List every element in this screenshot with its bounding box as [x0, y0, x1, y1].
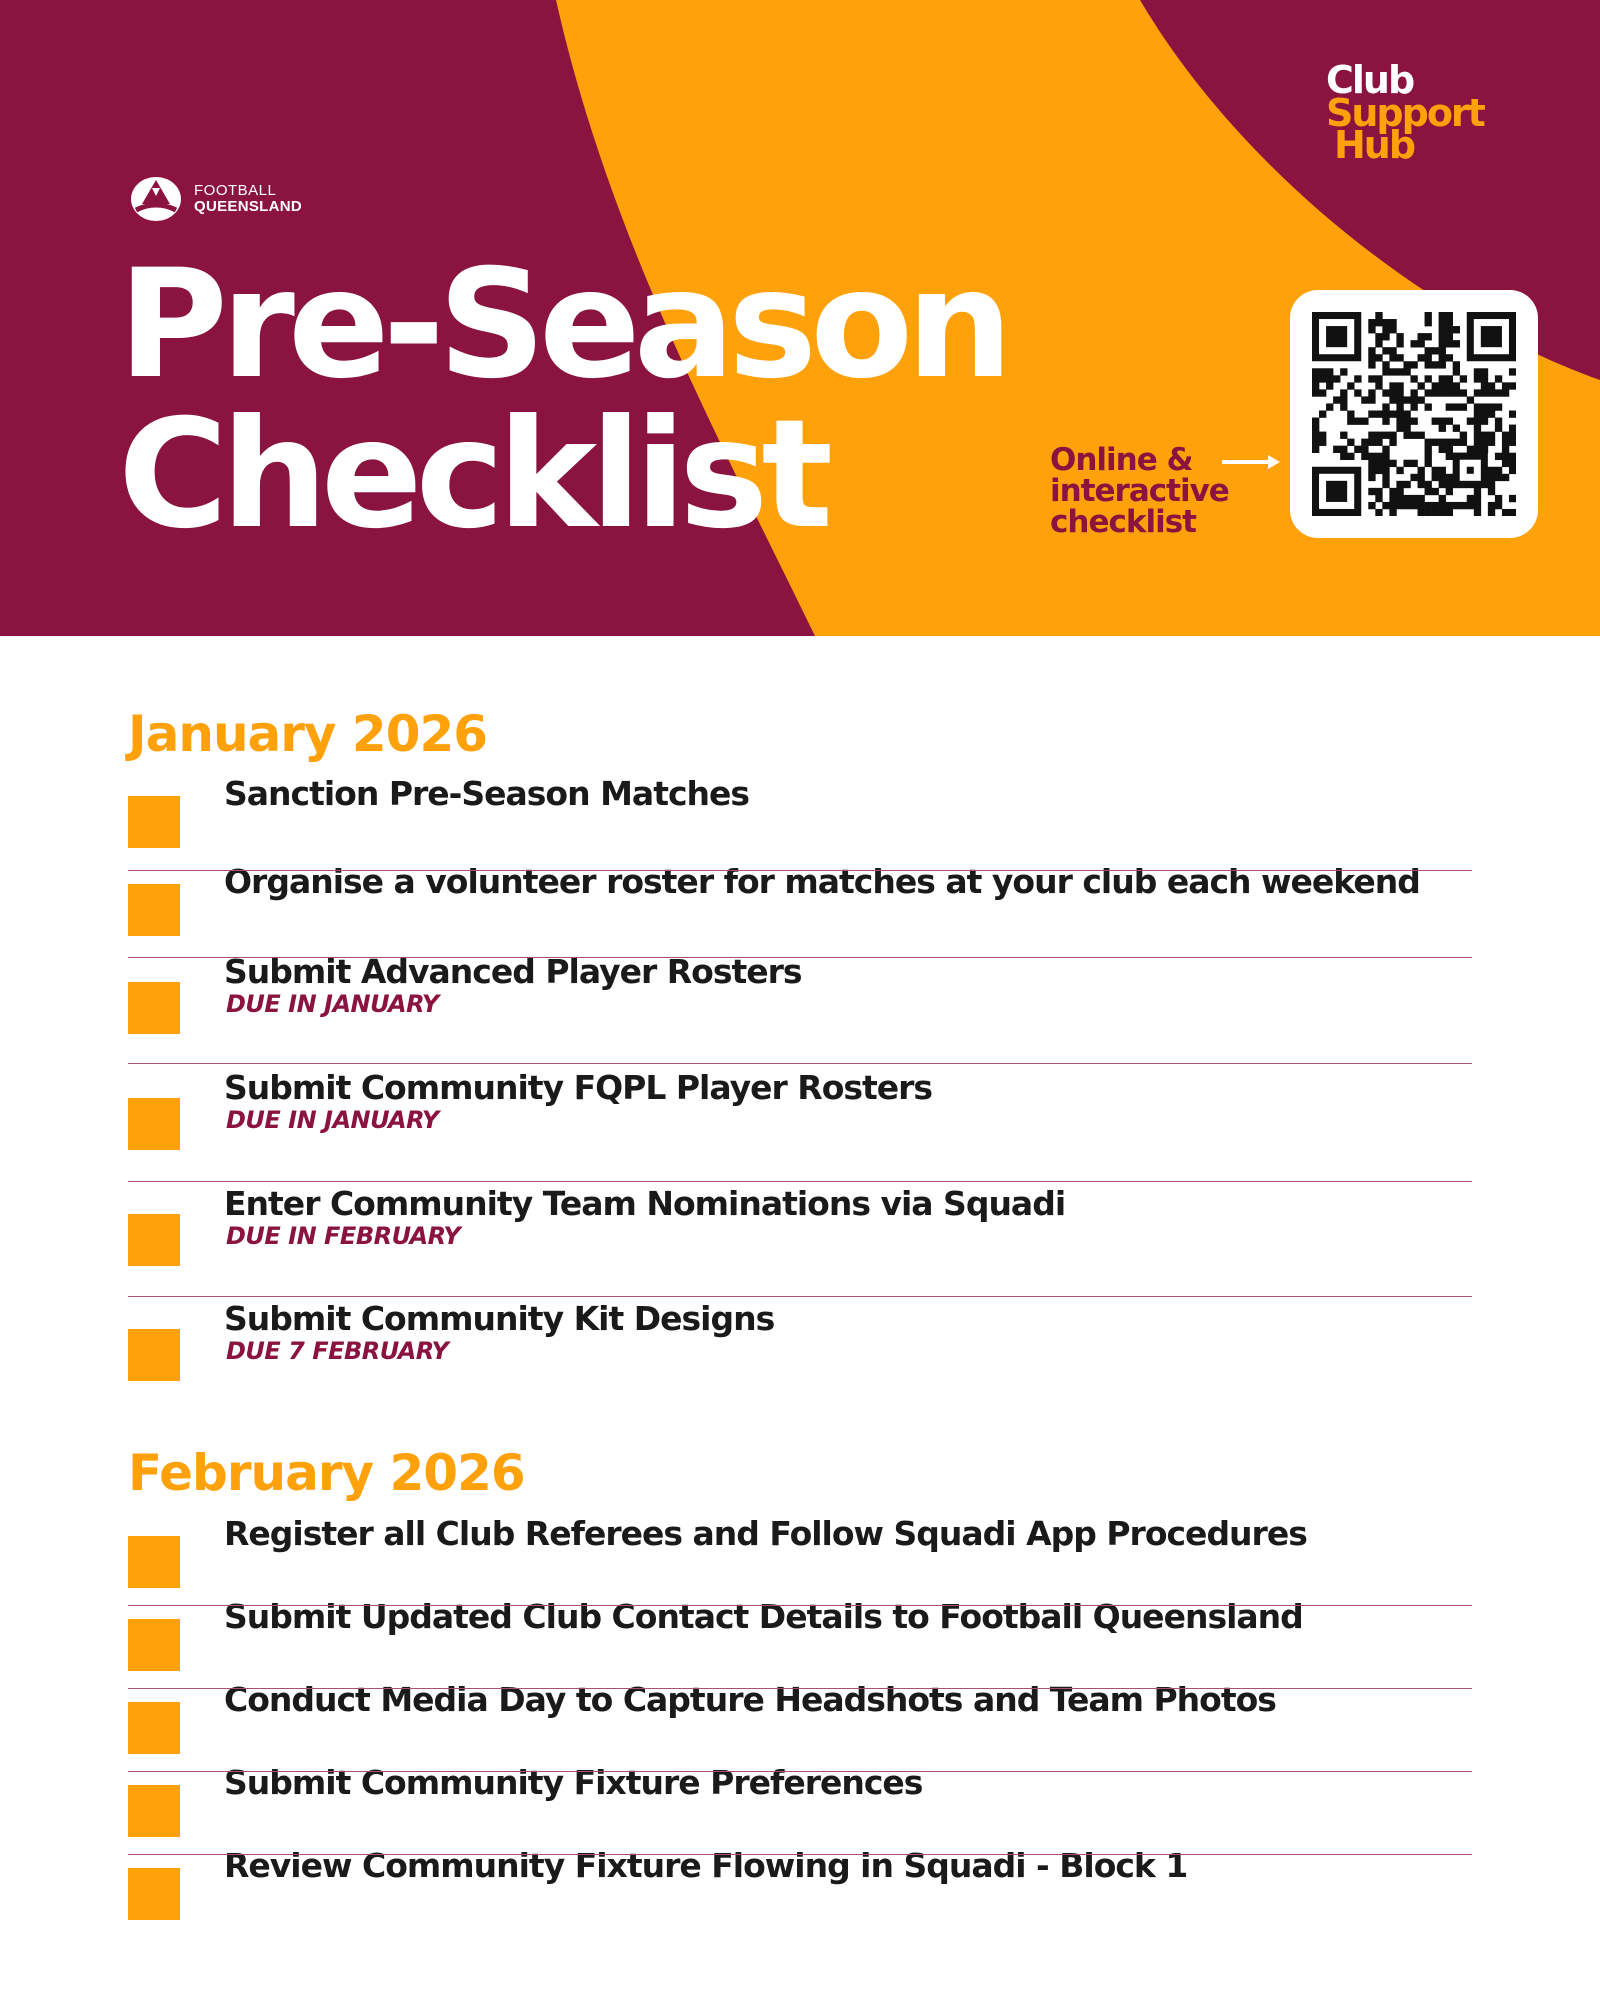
due-date-label: DUE IN JANUARY	[226, 1106, 439, 1134]
online-callout-line3: checklist	[1050, 504, 1196, 540]
section-title: January 2026	[128, 705, 488, 763]
divider	[128, 1063, 1472, 1064]
checklist-item-label: Submit Community FQPL Player Rosters	[224, 1068, 933, 1107]
section-title: February 2026	[128, 1444, 525, 1502]
checklist-item-label: Review Community Fixture Flowing in Squadi - Block 1	[224, 1846, 1188, 1885]
checkbox[interactable]	[128, 1214, 180, 1266]
checklist-item-label: Conduct Media Day to Capture Headshots and Team Photos	[224, 1680, 1276, 1719]
divider	[128, 870, 1472, 871]
online-checklist-callout	[1050, 442, 1229, 540]
divider	[128, 1854, 1472, 1855]
page-title-line2: Checklist	[118, 388, 827, 562]
hub-logo-line1: Club	[1326, 58, 1414, 102]
arrow-right-icon	[1222, 452, 1282, 472]
checklist-item-label: Submit Community Kit Designs	[224, 1299, 775, 1338]
checklist-item-label: Submit Community Fixture Preferences	[224, 1763, 923, 1802]
checklist-item-label: Submit Advanced Player Rosters	[224, 952, 802, 991]
checklist-item-label: Submit Updated Club Contact Details to Football Queensland	[224, 1597, 1303, 1636]
divider	[128, 1771, 1472, 1772]
due-date-label: DUE 7 FEBRUARY	[226, 1337, 449, 1365]
checkbox[interactable]	[128, 1702, 180, 1754]
checkbox[interactable]	[128, 884, 180, 936]
checkbox[interactable]	[128, 1868, 180, 1920]
divider	[128, 1605, 1472, 1606]
checklist-item-label: Enter Community Team Nominations via Squadi	[224, 1184, 1066, 1223]
qr-code[interactable]	[1290, 290, 1538, 538]
football-queensland-emblem-icon	[128, 174, 184, 224]
divider	[128, 1688, 1472, 1689]
online-callout-line1: Online &	[1050, 442, 1193, 478]
divider	[128, 1296, 1472, 1297]
org-logo-line1: FOOTBALL	[194, 182, 277, 200]
due-date-label: DUE IN JANUARY	[226, 990, 439, 1018]
page-title-line1: Pre-Season	[118, 238, 1007, 412]
checklist-item-label: Register all Club Referees and Follow Squadi App Procedures	[224, 1514, 1307, 1553]
checklist-item-label: Organise a volunteer roster for matches at your club each weekend	[224, 862, 1420, 901]
hub-logo-line2: Support	[1326, 90, 1484, 135]
checkbox[interactable]	[128, 1536, 180, 1588]
page-title	[118, 238, 1007, 562]
checkbox[interactable]	[128, 1619, 180, 1671]
checkbox[interactable]	[128, 1785, 180, 1837]
org-logo-line2: QUEENSLAND	[194, 198, 303, 215]
checkbox[interactable]	[128, 1098, 180, 1150]
divider	[128, 957, 1472, 958]
club-support-hub-logo	[1326, 58, 1484, 168]
checkbox[interactable]	[128, 982, 180, 1034]
checkbox[interactable]	[128, 796, 180, 848]
due-date-label: DUE IN FEBRUARY	[226, 1222, 461, 1250]
checkbox[interactable]	[128, 1329, 180, 1381]
hub-logo-line3: Hub	[1334, 123, 1415, 168]
divider	[128, 1181, 1472, 1182]
online-callout-line2: interactive	[1050, 473, 1229, 509]
qr-code-icon	[1312, 312, 1516, 516]
checklist-item-label: Sanction Pre-Season Matches	[224, 774, 750, 813]
header-banner	[0, 0, 1600, 636]
football-queensland-logo	[128, 174, 302, 224]
